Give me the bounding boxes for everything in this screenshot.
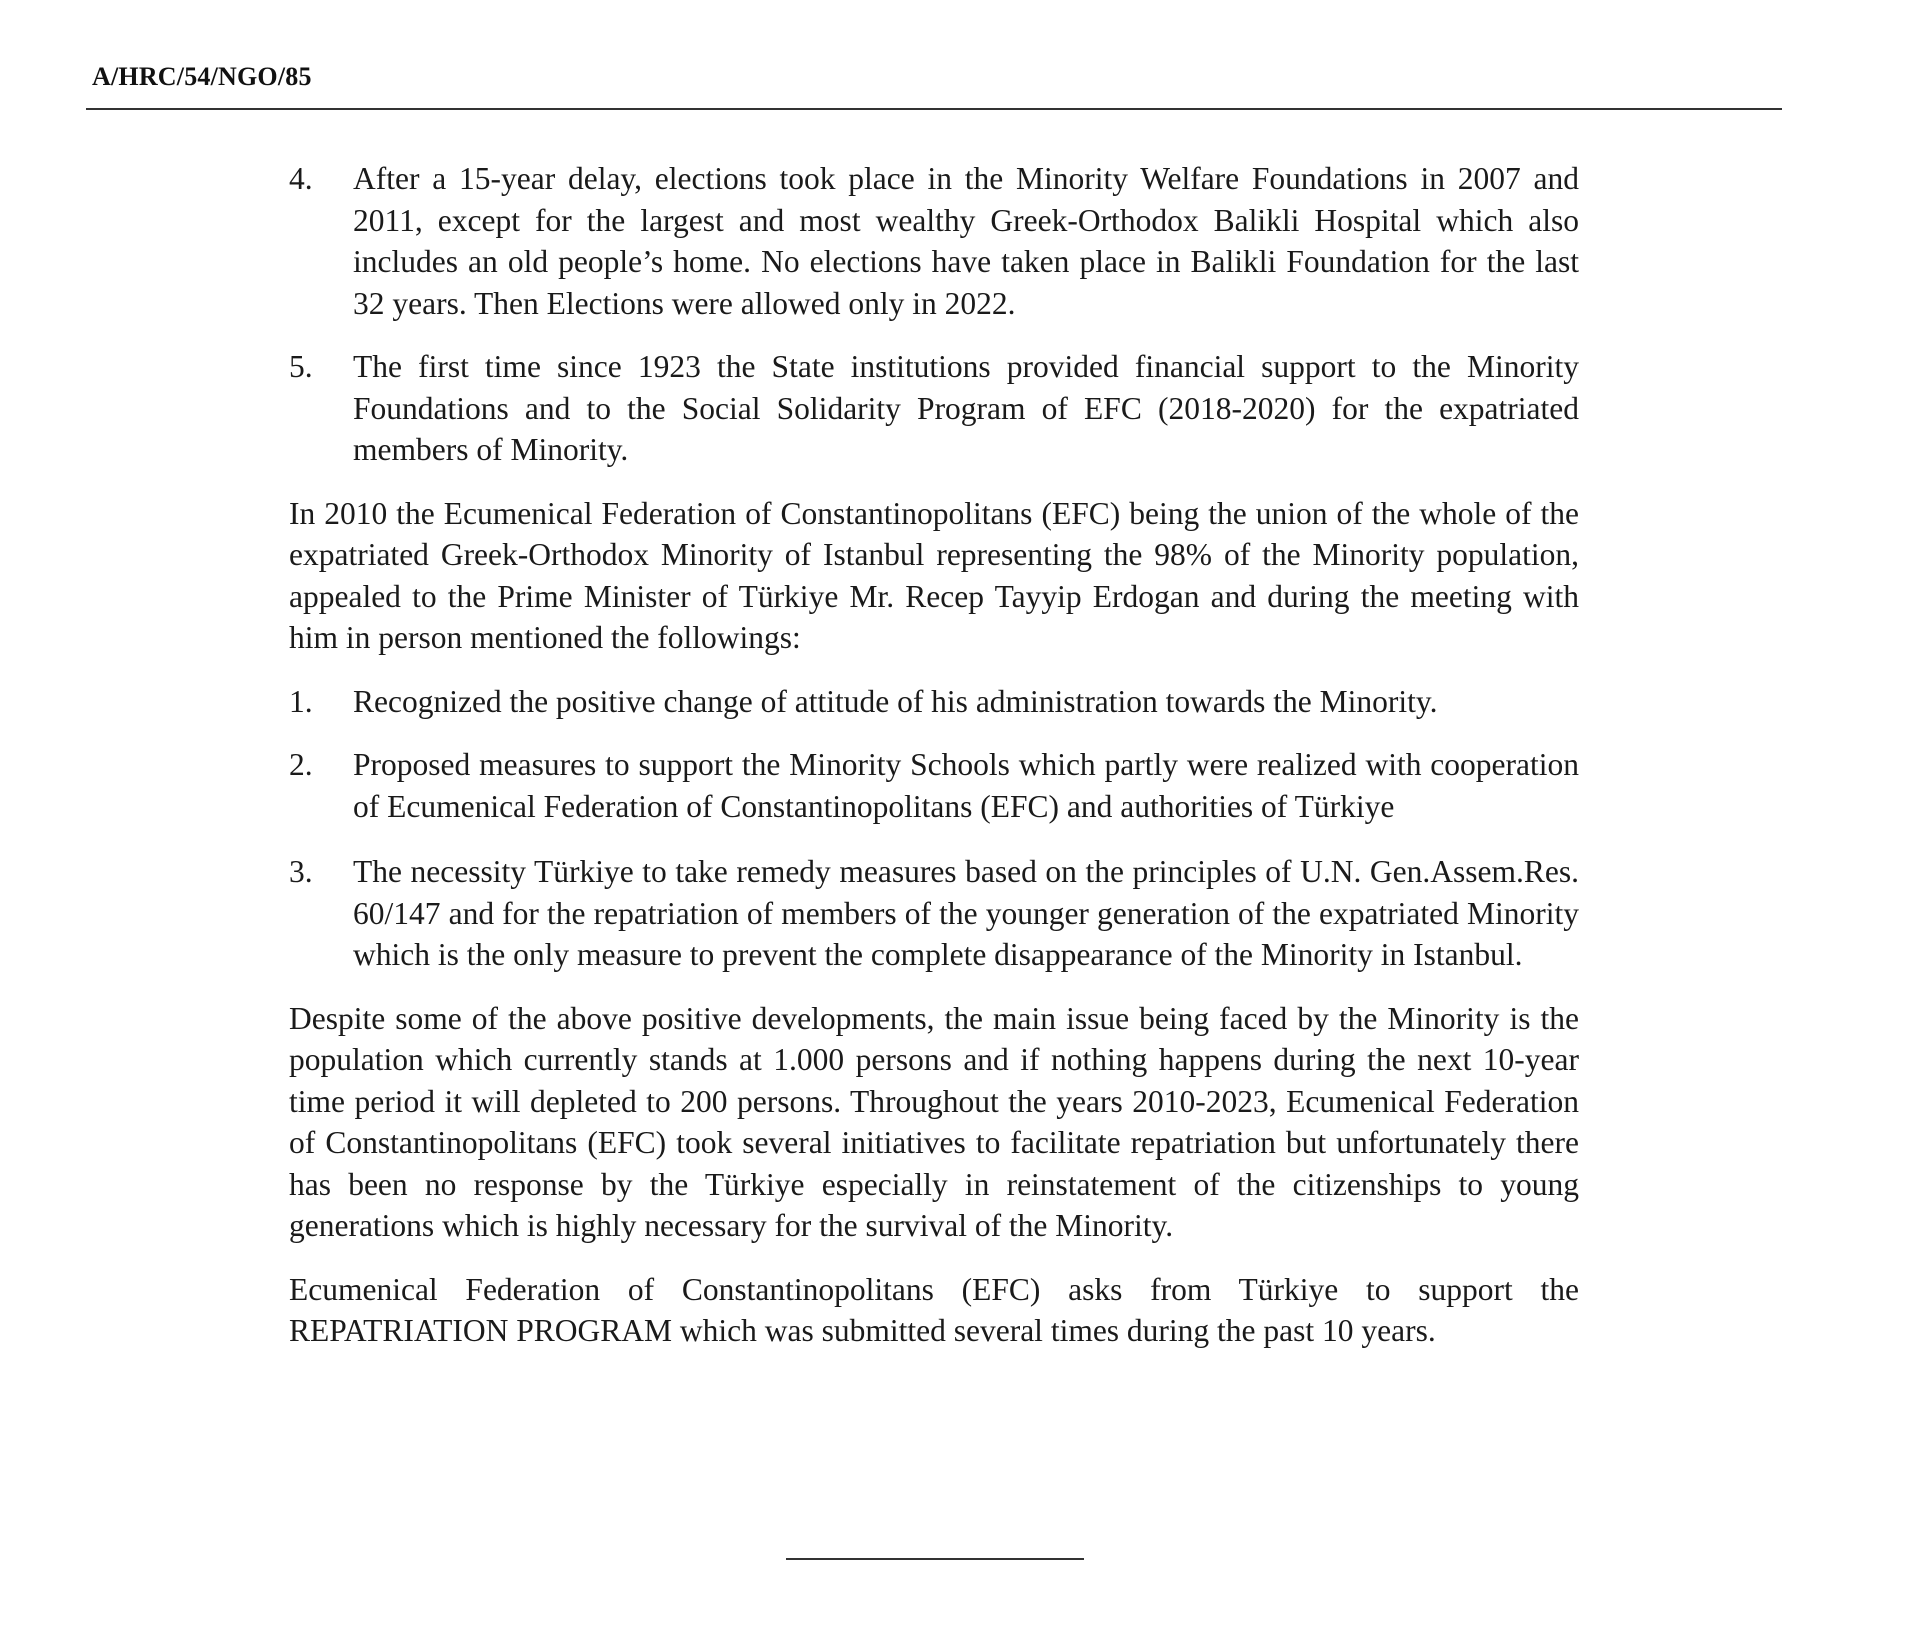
list-item-1 bbox=[289, 681, 1579, 723]
list-number: 2. bbox=[289, 747, 313, 782]
list-number: 4. bbox=[289, 161, 313, 196]
paragraph-population-issue: Despite some of the above positive developments, the main issue being faced by the Minority is the population which currently stands at 1.000 persons and if nothing happens during the next 10-year time period it will depleted to 200 persons. Throughout the years 2010-2023, Ecumenical Federation of Constantinopolitans (EFC) took several initiatives to facilitate repatriation but unfortunately there has been no response by the Türkiye especially in reinstatement of the citizenships to young generations which is highly necessary for the survival of the Minority. bbox=[289, 1000, 1579, 1243]
header-divider bbox=[86, 108, 1782, 110]
list-item-text: The first time since 1923 the State institutions provided financial support to the Minority Foundations and to the Social Solidarity Program of EFC (2018-2020) for the expatriated members of Minority. bbox=[353, 349, 1579, 467]
end-of-document-rule bbox=[786, 1558, 1084, 1560]
document-body bbox=[289, 158, 1579, 1352]
paragraph-efc-appeal: In 2010 the Ecumenical Federation of Constantinopolitans (EFC) being the union of the whole of the expatriated Greek-Orthodox Minority of Istanbul representing the 98% of the Minority population, appealed to the Prime Minister of Türkiye Mr. Recep Tayyip Erdogan and during the meeting with him in person mentioned the followings: bbox=[289, 495, 1579, 655]
list-item-text: Recognized the positive change of attitude of his administration towards the Minority. bbox=[353, 683, 1438, 719]
list-item-text: Proposed measures to support the Minority Schools which partly were realized with cooperation of Ecumenical Federation of Constantinopolitans (EFC) and authorities of Türkiye bbox=[353, 747, 1579, 824]
list-item-text: The necessity Türkiye to take remedy measures based on the principles of U.N. Gen.Assem.Res. 60/147 and for the repatriation of members of the younger generation of the expatriated Minority which is the only measure to prevent the complete disappearance of the Minority in Istanbul. bbox=[353, 854, 1579, 972]
list-item-3 bbox=[289, 851, 1579, 976]
list-number: 5. bbox=[289, 349, 313, 384]
list-number: 3. bbox=[289, 854, 313, 889]
list-item-4 bbox=[289, 158, 1579, 324]
paragraph-repatriation-request: Ecumenical Federation of Constantinopolitans (EFC) asks from Türkiye to support the REPATRIATION PROGRAM which was submitted several times during the past 10 years. bbox=[289, 1271, 1579, 1348]
list-item-text: After a 15-year delay, elections took place in the Minority Welfare Foundations in 2007 and 2011, except for the largest and most wealthy Greek-Orthodox Balikli Hospital which also includes an old people’s home. No elections have taken place in Balikli Foundation for the last 32 years. Then Elections were allowed only in 2022. bbox=[353, 161, 1579, 321]
list-item-2 bbox=[289, 744, 1579, 827]
list-item-5 bbox=[289, 346, 1579, 471]
list-number: 1. bbox=[289, 683, 313, 719]
document-symbol: A/HRC/54/NGO/85 bbox=[92, 62, 312, 91]
